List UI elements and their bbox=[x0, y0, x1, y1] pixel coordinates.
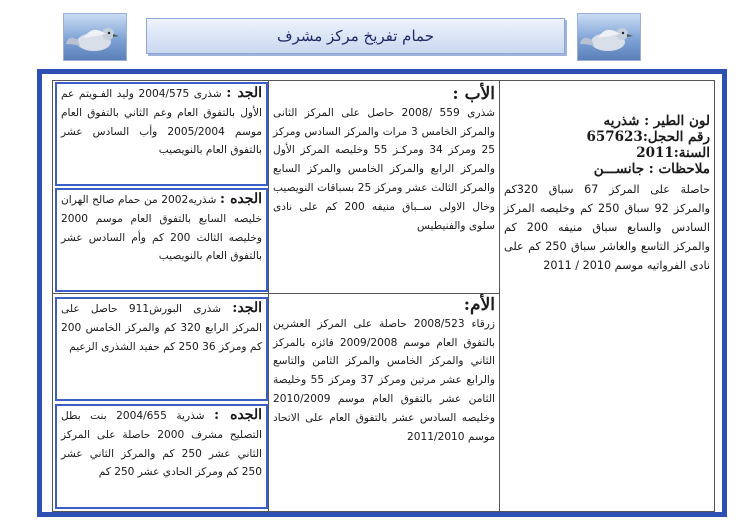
paternal-grandmother-cell bbox=[57, 190, 266, 290]
paternal-grandmother-label: الجده : bbox=[219, 191, 262, 207]
father-text: شذرى 559 /2008 حاصل على المركز الثانى والمركز الخامس 3 مرات والمركز السادس ومركز 25 ومركز 34 ومركـز 55 وخليصه المركز الأول والمركز الرابع والمركز الخامس والمركز السابع والمركز الثالث عشر ومركز 25 بسباقات النويصيب وخال الاولى ســباق منيفه 200 كم على نادى سلوى والفنيطيس bbox=[273, 106, 496, 232]
maternal-grandmother-label: الجده : bbox=[213, 407, 262, 423]
bird-description: حاصلة على المركز 67 سباق 320كم والمركز 92 سباق 250 كم وخليصه المركز السادس والسابع سباق منيفه 200 كم والمركز التاسع والعاشر سباق 250 كم على نادى الفرواتيه موسم 2010 / 2011 bbox=[504, 183, 711, 272]
mother-cell bbox=[269, 294, 499, 511]
bird-info bbox=[500, 113, 714, 373]
pedigree-table bbox=[52, 80, 715, 512]
paternal-grandfather-text: شذرى 2004/575 وليد الفـويتم عم الأول بالتفوق العام وعم الثاني بالتفوق العام موسم 2005/2004 وأب السادس عشر بالتفوق العام بالنويصيب bbox=[61, 88, 262, 157]
pedigree-frame bbox=[37, 69, 727, 517]
paternal-grandmother-text: شذريه2002 من حمام صالح الهران خليصه السابع بالتفوق العام موسم 2000 وخليصه الثالث 200 كم وأم السادس عشر بالتفوق العام بالنويصيب bbox=[61, 194, 262, 263]
maternal-grandmother-cell bbox=[57, 406, 266, 507]
maternal-grandfather-cell bbox=[57, 299, 266, 399]
paternal-grandmother-box bbox=[55, 188, 268, 292]
father-label: الأب : bbox=[452, 84, 495, 104]
paternal-grandfather-label: الجد : bbox=[226, 85, 262, 101]
pigeon-photo-right bbox=[577, 13, 641, 61]
maternal-grandfather-label: الجد: bbox=[232, 300, 262, 316]
bird-color: لون الطير : شذريه bbox=[603, 113, 710, 129]
paternal-grandfather-cell bbox=[57, 84, 266, 184]
paternal-grandfather-box bbox=[55, 82, 268, 186]
bird-notes: ملاحظات : جانســـن bbox=[593, 161, 710, 177]
maternal-grandfather-text: شذرى البورش911 حاصل على المركز الرابع 320 كم والمركز الخامس 200 كم ومركز 36 250 كم حفيد الشذرى الزعيم bbox=[61, 303, 262, 353]
mother-label: الأم: bbox=[463, 295, 495, 315]
bird-ring-number: رقم الحجل:657623 bbox=[586, 129, 710, 145]
maternal-grandmother-text: شذرية 2004/655 بنت بطل التصليح مشرف 2000 حاصلة على المركز الثاني عشر 250 كم والمركز الثاني عشر 250 كم ومركز الحادي عشر 250 كم bbox=[61, 410, 262, 479]
maternal-grandfather-box bbox=[55, 297, 268, 401]
pigeon-icon bbox=[64, 14, 126, 60]
maternal-grandmother-box bbox=[55, 404, 268, 509]
father-cell bbox=[269, 81, 499, 293]
page-title: حمام تفريخ مركز مشرف bbox=[146, 18, 565, 54]
pigeon-photo-left bbox=[63, 13, 127, 61]
pigeon-icon bbox=[578, 14, 640, 60]
mother-text: زرقاء 2008/523 حاصلة على المركز العشرين بالتفوق العام موسم 2009/2008 فائزه بالمركز الثاني والمركز الخامس والمركز الثامن والتاسع والرابع عشر مرتين ومركز 37 ومركز 55 وخليصة الثامن عشر بالتفوق العام موسم 2010/2009 وخليصه السادس عشر بالتفوق العام على الاتحاد موسم 2011/2010 bbox=[273, 317, 495, 443]
bird-year: السنة:2011 bbox=[636, 145, 710, 161]
